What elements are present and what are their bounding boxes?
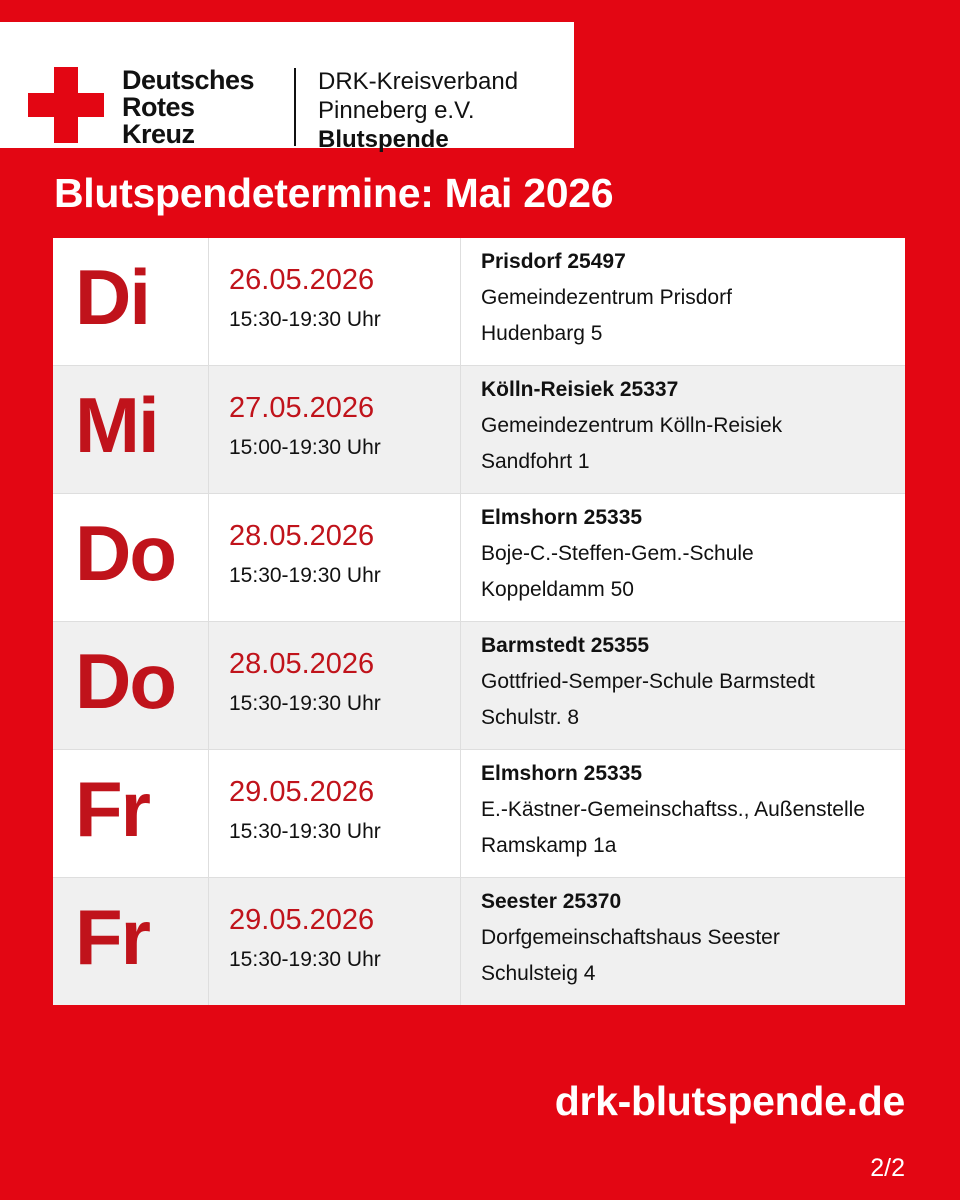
date: 26.05.2026: [229, 264, 375, 296]
street: Koppeldamm 50: [481, 578, 634, 601]
subtitle-line-3: Blutspende: [318, 126, 449, 153]
venue: Dorfgemeinschaftshaus Seester: [481, 926, 780, 949]
time: 15:30-19:30 Uhr: [229, 820, 381, 843]
weekday: Mi: [75, 381, 158, 469]
drk-logo-panel: [0, 22, 574, 153]
venue: Boje-C.-Steffen-Gem.-Schule: [481, 542, 754, 565]
page-indicator: 2/2: [870, 1154, 905, 1182]
venue: Gemeindezentrum Kölln-Reisiek: [481, 414, 783, 437]
place: Prisdorf 25497: [481, 250, 626, 273]
venue: Gemeindezentrum Prisdorf: [481, 286, 732, 309]
place: Elmshorn 25335: [481, 506, 643, 529]
table-row: [53, 749, 905, 877]
place: Barmstedt 25355: [481, 634, 650, 657]
org-name-line-3: Kreuz: [122, 119, 195, 149]
table-row: [53, 493, 905, 621]
table-row: [53, 238, 905, 365]
red-cross-icon: [28, 67, 104, 143]
weekday: Fr: [75, 893, 149, 981]
place: Seester 25370: [481, 890, 622, 913]
venue: E.-Kästner-Gemeinschaftss., Außenstelle: [481, 798, 865, 821]
time: 15:30-19:30 Uhr: [229, 948, 381, 971]
page-title: Blutspendetermine: Mai 2026: [54, 170, 614, 216]
org-name-line-2: Rotes: [122, 92, 195, 122]
place: Elmshorn 25335: [481, 762, 643, 785]
appointments-table: [53, 238, 905, 1005]
street: Ramskamp 1a: [481, 834, 617, 857]
table-row: [53, 877, 905, 1005]
date: 28.05.2026: [229, 520, 375, 552]
org-name: [122, 67, 254, 148]
website-link[interactable]: drk-blutspende.de: [554, 1078, 905, 1124]
date: 27.05.2026: [229, 392, 375, 424]
table-row: [53, 365, 905, 493]
time: 15:00-19:30 Uhr: [229, 436, 381, 459]
weekday: Do: [75, 637, 175, 725]
time: 15:30-19:30 Uhr: [229, 308, 381, 331]
weekday: Fr: [75, 765, 149, 853]
street: Hudenbarg 5: [481, 322, 603, 345]
street: Schulsteig 4: [481, 962, 596, 985]
venue: Gottfried-Semper-Schule Barmstedt: [481, 670, 815, 693]
place: Kölln-Reisiek 25337: [481, 378, 679, 401]
time: 15:30-19:30 Uhr: [229, 564, 381, 587]
date: 29.05.2026: [229, 904, 375, 936]
weekday: Do: [75, 509, 175, 597]
street: Schulstr. 8: [481, 706, 580, 729]
org-subtitle: [318, 67, 518, 154]
street: Sandfohrt 1: [481, 450, 590, 473]
subtitle-line-2: Pinneberg e.V.: [318, 97, 475, 124]
table-row: [53, 621, 905, 749]
logo-divider: [294, 68, 296, 146]
org-name-line-1: Deutsches: [122, 65, 255, 95]
time: 15:30-19:30 Uhr: [229, 692, 381, 715]
subtitle-line-1: DRK-Kreisverband: [318, 68, 519, 95]
weekday: Di: [75, 253, 149, 341]
date: 28.05.2026: [229, 648, 375, 680]
date: 29.05.2026: [229, 776, 375, 808]
